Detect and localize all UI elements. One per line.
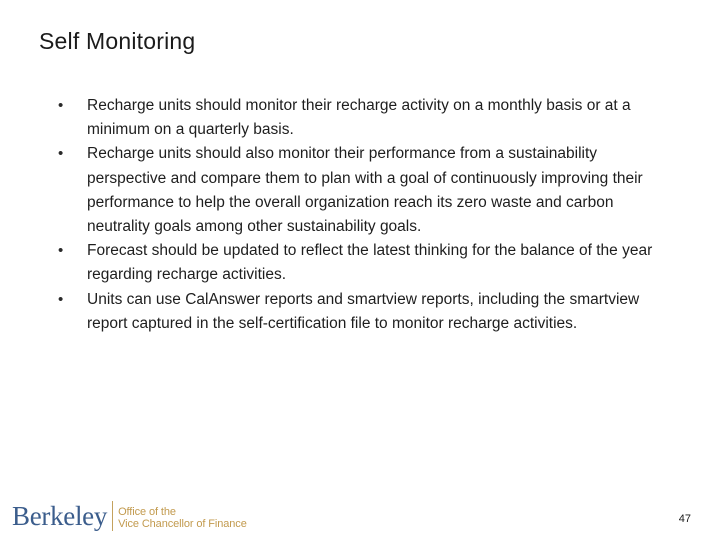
berkeley-logo [12,500,247,534]
bullet-text: Recharge units should also monitor their performance from a sustainability perspective and compare them to plan with a goal of continuously improving their performance to help the overall organization reach its zero waste and carbon neutrality goals among other sustainability goals. [87,145,643,236]
bullet-item [58,94,668,142]
bullet-item [58,142,668,239]
slide-footer [0,500,718,538]
bullet-text: Units can use CalAnswer reports and smartview reports, including the smartview report captured in the self-certification file to monitor recharge activities. [87,290,640,332]
logo-wordmark: Berkeley [12,501,108,531]
logo-divider [112,501,113,531]
office-name [118,506,247,534]
slide-title: Self Monitoring [39,28,196,54]
bullet-text: Forecast should be updated to reflect the latest thinking for the balance of the year regarding recharge activities. [87,242,653,284]
bullet-icon: • [58,290,64,308]
bullet-icon: • [58,145,64,163]
bullet-icon: • [58,97,64,114]
office-line-2: Vice Chancellor of Finance [118,518,247,530]
page-number: 47 [678,513,691,525]
bullet-item [58,239,668,287]
bullet-icon: • [58,242,64,260]
office-line-1: Office of the [118,506,176,518]
bullet-item [58,288,668,336]
bullet-text: Recharge units should monitor their recharge activity on a monthly basis or at a minimum on a quarterly basis. [87,97,631,139]
bullet-list [58,94,668,336]
